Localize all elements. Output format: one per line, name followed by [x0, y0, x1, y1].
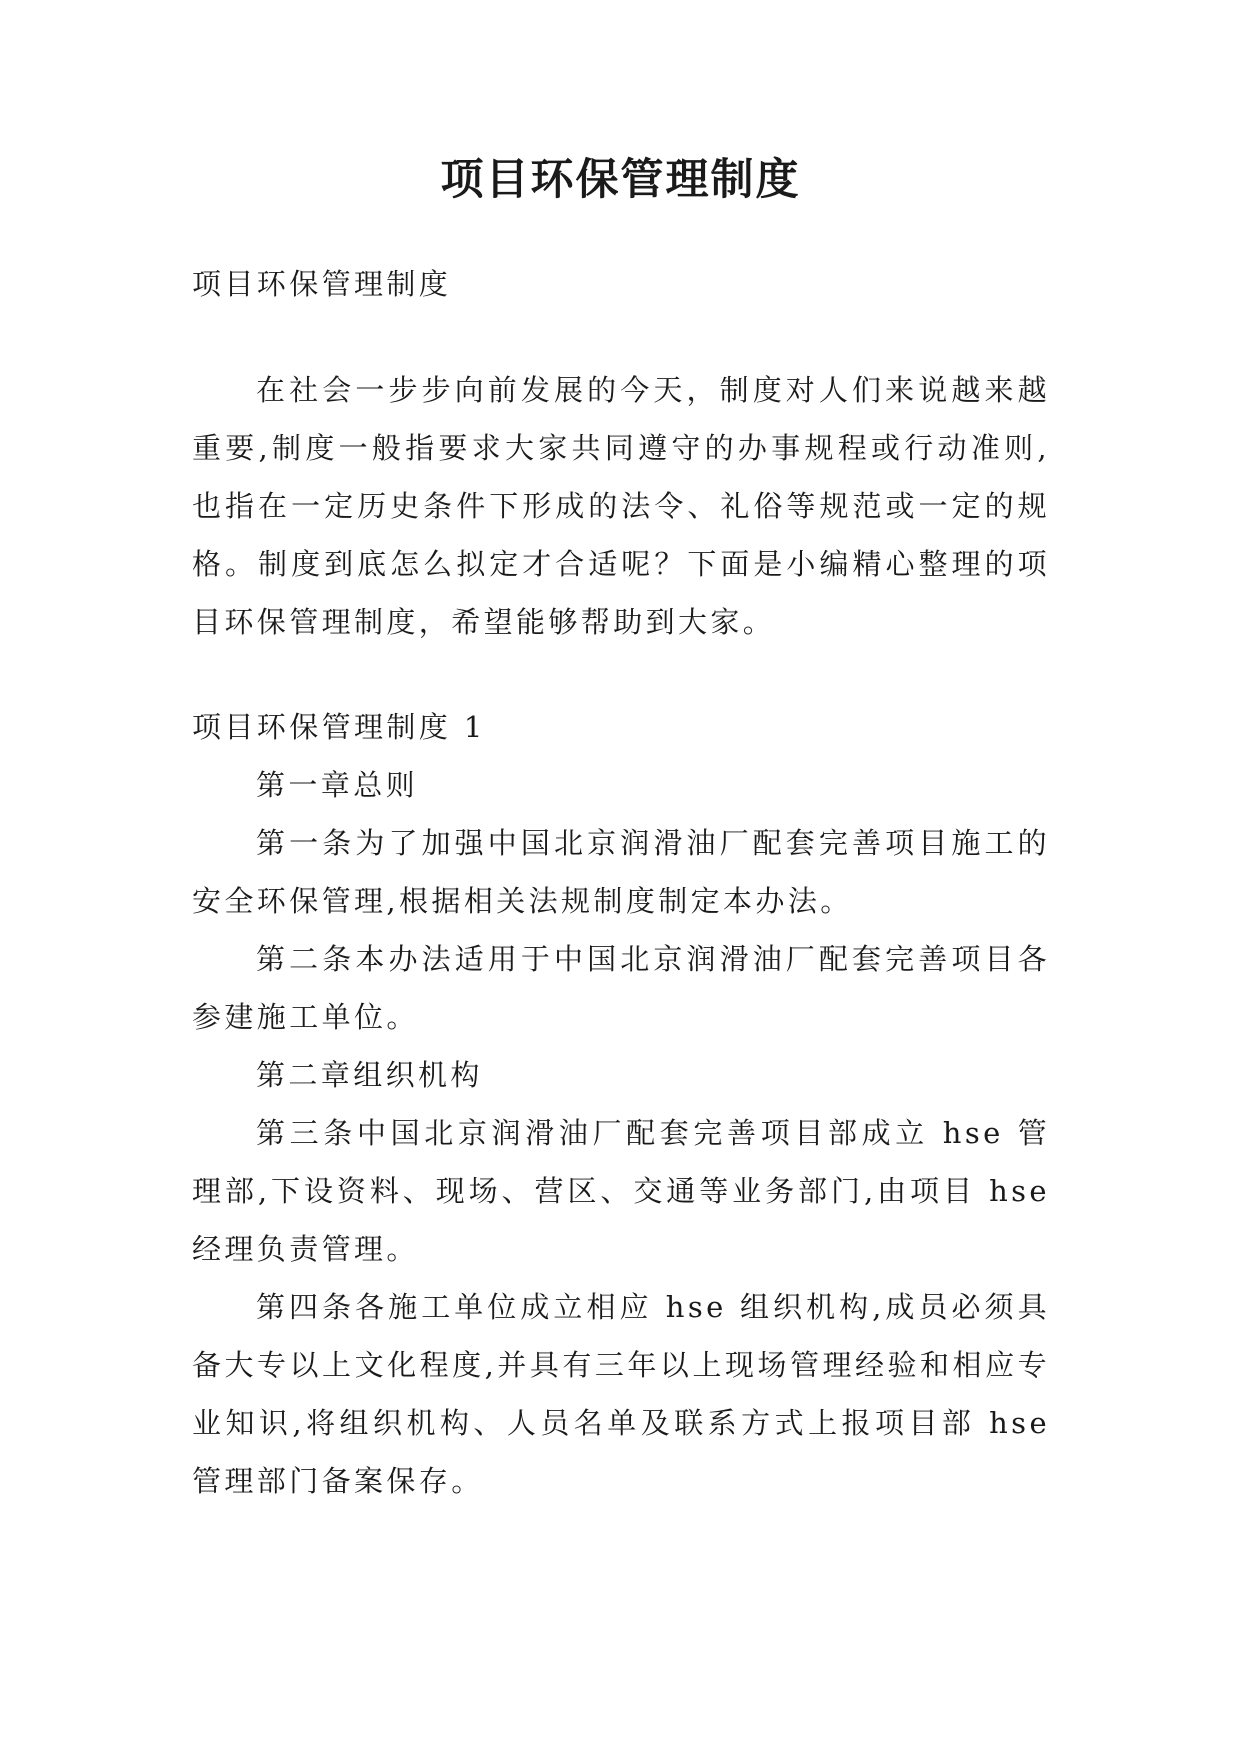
article-1: 第一条为了加强中国北京润滑油厂配套完善项目施工的安全环保管理,根据相关法规制度制定本办法。 — [192, 826, 1050, 918]
document-subtitle: 项目环保管理制度 — [192, 267, 452, 301]
section-title: 项目环保管理制度 1 — [192, 710, 486, 744]
document-title: 项目环保管理制度 — [440, 155, 801, 205]
article-3: 第三条中国北京润滑油厂配套完善项目部成立 hse 管理部,下设资料、现场、营区、交通等业务部门,由项目 hse 经理负责管理。 — [192, 1116, 1050, 1266]
article-2: 第二条本办法适用于中国北京润滑油厂配套完善项目各参建施工单位。 — [192, 942, 1050, 1034]
article-4: 第四条各施工单位成立相应 hse 组织机构,成员必须具备大专以上文化程度,并具有三年以上现场管理经验和相应专业知识,将组织机构、人员名单及联系方式上报项目部 hse 管理部门备案保存。 — [192, 1290, 1050, 1498]
chapter-heading-1: 第一章总则 — [256, 768, 419, 802]
intro-paragraph: 在社会一步步向前发展的今天，制度对人们来说越来越重要,制度一般指要求大家共同遵守的办事规程或行动准则,也指在一定历史条件下形成的法令、礼俗等规范或一定的规格。制度到底怎么拟定才合适呢？下面是小编精心整理的项目环保管理制度，希望能够帮助到大家。 — [192, 373, 1050, 639]
chapter-heading-2: 第二章组织机构 — [256, 1058, 483, 1092]
